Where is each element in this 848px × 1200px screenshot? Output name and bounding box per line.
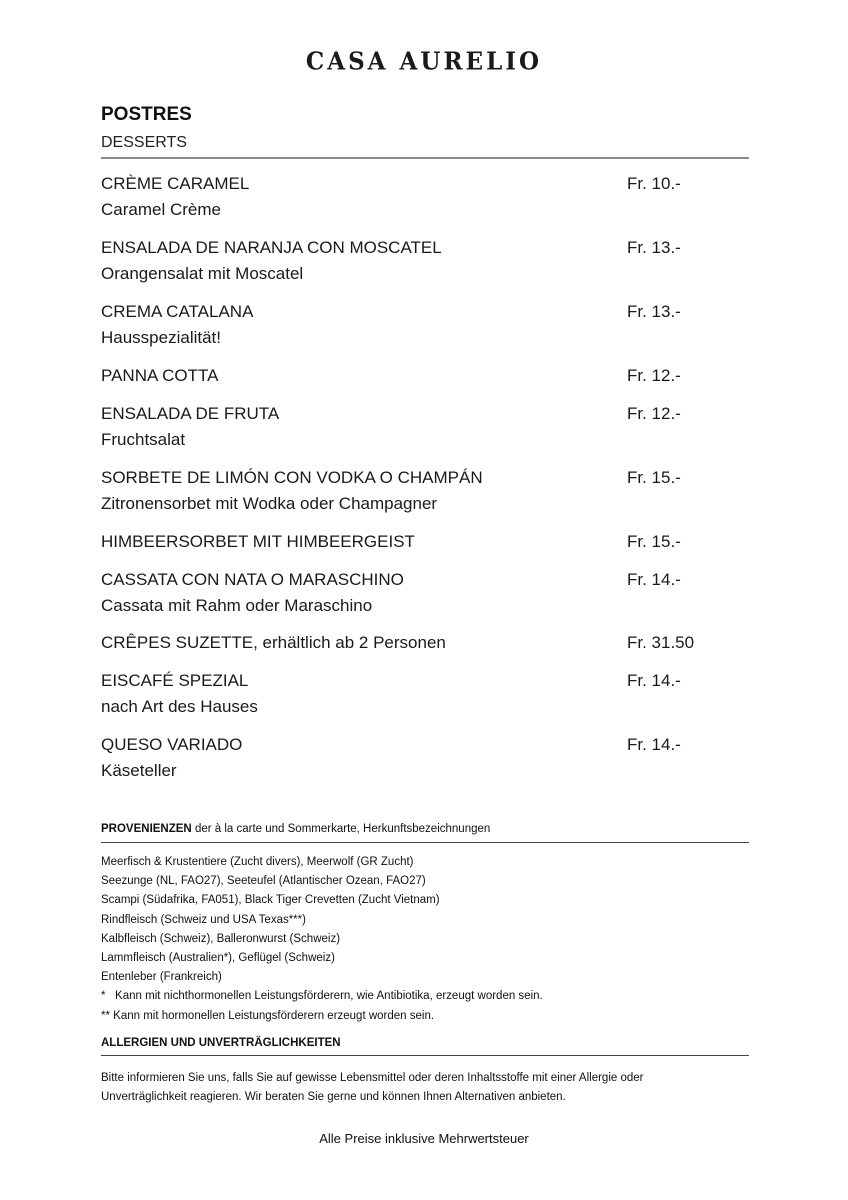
- item-name: HIMBEERSORBET MIT HIMBEERGEIST: [101, 532, 415, 551]
- item-name: ENSALADA DE FRUTA: [101, 404, 280, 423]
- allergies-text: [101, 1069, 761, 1107]
- provenance-line: Lammfleisch (Australien*), Geflügel (Schweiz): [101, 952, 335, 965]
- section-subtitle: DESSERTS: [101, 134, 187, 151]
- section-title: POSTRES: [101, 104, 192, 125]
- menu-item: [101, 529, 749, 555]
- provenance-heading-bold: PROVENIENZEN: [101, 823, 192, 835]
- item-description: Fruchtsalat: [101, 430, 186, 449]
- menu-item: [101, 171, 749, 223]
- provenance-line: Scampi (Südafrika, FA051), Black Tiger Crevetten (Zucht Vietnam): [101, 894, 440, 907]
- allergies-divider: [101, 1055, 749, 1056]
- item-name: CRÈME CARAMEL: [101, 174, 250, 193]
- item-price: Fr. 15.-: [627, 468, 681, 487]
- provenance-line: Rindfleisch (Schweiz und USA Texas***): [101, 913, 306, 926]
- item-price: Fr. 10.-: [627, 174, 681, 193]
- provenance-heading-rest: der à la carte und Sommerkarte, Herkunftsbezeichnungen: [191, 823, 491, 835]
- item-name: SORBETE DE LIMÓN CON VODKA O CHAMPÁN: [101, 468, 483, 487]
- menu-item: [101, 465, 749, 517]
- provenance-line: Kalbfleisch (Schweiz), Balleronwurst (Schweiz): [101, 932, 341, 945]
- item-price: Fr. 14.-: [627, 671, 681, 690]
- menu-item: [101, 299, 749, 351]
- item-name: CASSATA CON NATA O MARASCHINO: [101, 570, 404, 589]
- item-name: QUESO VARIADO: [101, 735, 243, 754]
- provenance-line: Entenleber (Frankreich): [101, 971, 222, 984]
- item-description: Caramel Crème: [101, 200, 221, 219]
- section-divider: [101, 157, 749, 159]
- provenance-line: Meerfisch & Krustentiere (Zucht divers), Meerwolf (GR Zucht): [101, 856, 414, 868]
- item-name: CRÊPES SUZETTE, erhältlich ab 2 Personen: [101, 633, 446, 652]
- menu-item: [101, 401, 749, 453]
- restaurant-logo: CASA AURELIO: [305, 47, 543, 76]
- item-name: EISCAFÉ SPEZIAL: [101, 671, 249, 690]
- item-name: ENSALADA DE NARANJA CON MOSCATEL: [101, 238, 442, 257]
- item-price: Fr. 14.-: [627, 735, 681, 754]
- menu-item: [101, 567, 749, 619]
- item-name: PANNA COTTA: [101, 366, 219, 385]
- provenance-heading: [101, 823, 490, 835]
- item-price: Fr. 14.-: [627, 570, 681, 589]
- item-price: Fr. 13.-: [627, 302, 681, 321]
- item-price: Fr. 12.-: [627, 366, 681, 385]
- item-price: Fr. 13.-: [627, 238, 681, 257]
- provenance-line: Seezunge (NL, FAO27), Seeteufel (Atlantischer Ozean, FAO27): [101, 875, 426, 888]
- menu-item: [101, 235, 749, 287]
- item-description: Cassata mit Rahm oder Maraschino: [101, 596, 373, 615]
- item-description: nach Art des Hauses: [101, 697, 258, 716]
- item-name: CREMA CATALANA: [101, 302, 254, 321]
- provenance-divider: [101, 842, 749, 843]
- provenance-footnote: * Kann mit nichthormonellen Leistungsförderern, wie Antibiotika, erzeugt worden sein.: [101, 990, 543, 1003]
- item-description: Käseteller: [101, 761, 177, 780]
- item-description: Zitronensorbet mit Wodka oder Champagner: [101, 494, 438, 513]
- menu-item: [101, 732, 749, 784]
- item-price: Fr. 31.50: [627, 633, 695, 652]
- allergies-text-line: Bitte informieren Sie uns, falls Sie auf gewisse Lebensmittel oder deren Inhaltsstoffe mit einer Allergie oder: [101, 1072, 644, 1084]
- item-price: Fr. 12.-: [627, 404, 681, 423]
- provenance-footnote: ** Kann mit hormonellen Leistungsförderern erzeugt worden sein.: [101, 1009, 435, 1022]
- allergies-heading: ALLERGIEN UND UNVERTRÄGLICHKEITEN: [101, 1037, 341, 1049]
- item-description: Orangensalat mit Moscatel: [101, 264, 304, 283]
- menu-item: [101, 363, 749, 389]
- allergies-text-line: Unverträglichkeit reagieren. Wir beraten Sie gerne und können Ihnen Alternativen anbieten.: [101, 1091, 566, 1103]
- vat-note: Alle Preise inklusive Mehrwertsteuer: [319, 1131, 529, 1146]
- menu-item: [101, 630, 749, 656]
- menu-item: [101, 668, 749, 720]
- item-price: Fr. 15.-: [627, 532, 681, 551]
- item-description: Hausspezialität!: [101, 328, 222, 347]
- provenance-list: [101, 853, 543, 1026]
